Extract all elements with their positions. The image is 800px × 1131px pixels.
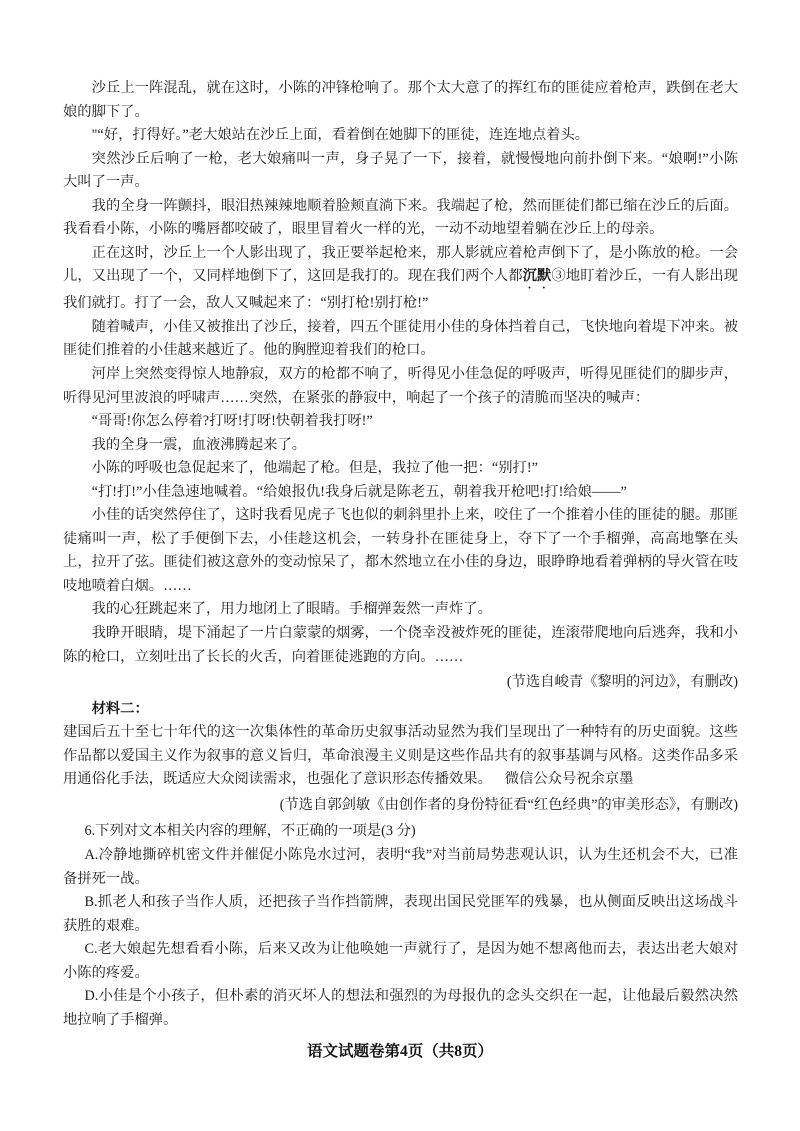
paragraph-segment: 建国后五十至七十年代的这一次集体性的革命历史叙事活动显然为我们呈现出了一种特有的历史面貌。这些作品都以爱国主义作为叙事的意义旨归，革命浪漫主义则是这些作品共有的叙事基调与风格。这类作品多采用通俗化手法，既适应大众阅读需求，也强化了意识形态传播效果。 [63,724,738,788]
passage-paragraph: 小陈的呼吸也急促起来了，他端起了枪。但是，我拉了他一把：“别打!” [91,460,538,477]
passage-paragraph: 我的全身一阵颤抖，眼泪热辣辣地顺着脸颊直淌下来。我端起了枪，然而匪徒们都已缩在沙丘的后面。我看看小陈，小陈的嘴唇都咬破了，眼里冒着火一样的光，一动不动地望着躺在沙丘上的母亲。 [63,197,738,238]
passage-paragraph: 河岸上突然变得惊人地静寂，双方的枪都不响了，听得见小佳急促的呼吸声，听得见匪徒们的脚步声，听得见河里波浪的呼啸声……突然，在紧张的静寂中，响起了一个孩子的清脆而坚决的喊声： [63,366,738,406]
passage-paragraph [63,242,738,316]
watermark-text: 微信公众号祝余京墨 [504,771,634,788]
passage-paragraph: 随着喊声，小佳又被推出了沙丘，接着，四五个匪徒用小佳的身体挡着自己，飞快地向着堤下冲来。被匪徒们推着的小佳越来越近了。他的胸膛迎着我们的枪口。 [63,318,738,359]
source-attribution-material-2: (节选自郭剑敏《由创作者的身份特征看“红色经典”的审美形态》，有删改) [279,796,738,813]
question-6-option-d: D.小佳是个小孩子，但朴素的消灭坏人的想法和强烈的为母报仇的念头交织在一起，让他最后毅然决然地拉响了手榴弹。 [63,988,738,1028]
paragraph-segment: 正在这时，沙丘上一个人影出现了，我正要举起枪来，那人影就应着枪声倒下了，是小陈放的枪。一会儿，又出现了一个，又同样地倒下了，这回是我打的。现在我们两个人都 [63,244,738,285]
material-2-paragraph [63,721,738,792]
emphasized-term: 沉默 [522,268,552,285]
page-footer-label: 语文试题卷第4页（共8页） [306,1043,493,1060]
passage-paragraph: 沙丘上一阵混乱，就在这时，小陈的冲锋枪响了。那个太大意了的挥红布的匪徒应着枪声，跌倒在老大娘的脚下了。 [63,80,738,120]
question-6-block [63,820,738,1032]
reading-passage-material-2 [63,698,738,818]
paragraph-segment: ③地盯着沙丘，一有人影出现我们就打。打了一会，敌人又喊起来了：“别打枪!别打枪!” [63,268,739,312]
question-6-stem: 6.下列对文本相关内容的理解，不正确的一项是(3 分) [84,823,416,840]
passage-paragraph: "“好，打得好。”老大娘站在沙丘上面，看着倒在她脚下的匪徒，连连地点着头。 [91,127,590,144]
passage-paragraph: 我的心狂跳起来了，用力地闭上了眼睛。手榴弹轰然一声炸了。 [91,601,492,618]
passage-paragraph: 我的全身一震，血液沸腾起来了。 [91,436,307,453]
passage-paragraph: 突然沙丘后响了一枪，老大娘痛叫一声，身子晃了一下，接着，就慢慢地向前扑倒下来。“娘啊!”小陈大叫了一声。 [63,150,738,191]
material-2-heading: 材料二： [91,700,149,717]
passage-paragraph: “哥哥!你怎么停着?打呀!打呀!快朝着我打呀!” [91,413,373,430]
passage-paragraph: “打!打!”小佳急速地喊着。“给娘报仇!我身后就是陈老五，朝着我开枪吧!打!给娘——” [91,483,627,500]
passage-paragraph: 小佳的话突然停住了，这时我看见虎子飞也似的刺斜里扑上来，咬住了一个推着小佳的匪徒的腿。那匪徒痛叫一声，松了手便倒下去，小佳趁这机会，一转身扑在匪徒身上，夺下了一个手榴弹，高高地擎在头上，拉开了弦。匪徒们被这意外的变动惊呆了，都木然地立在小佳的身边，眼睁睁地看着弹柄的导火管在吱吱地喷着白烟。…… [63,507,738,594]
source-attribution-material-1: (节选自峻青《黎明的河边》，有删改) [506,674,738,691]
question-6-option-c: C.老大娘起先想看看小陈，后来又改为让他唤她一声就行了，是因为她不想离他而去，表达出老大娘对小陈的疼爱。 [63,941,738,981]
reading-passage-material-1 [63,77,738,695]
question-6-option-a: A.冷静地撕碎机密文件并催促小陈凫水过河，表明“我”对当前局势悲观认识，认为生还机会不大，已准备拼死一战。 [63,846,738,887]
passage-paragraph: 我睁开眼睛，堤下涌起了一片白蒙蒙的烟雾，一个侥幸没被炸死的匪徒，连滚带爬地向后逃奔，我和小陈的枪口，立刻吐出了长长的火舌，向着匪徒逃跑的方向。…… [63,625,738,665]
question-6-option-b: B.抓老人和孩子当作人质，还把孩子当作挡箭牌，表现出国民党匪军的残暴，也从侧面反映出这场战斗获胜的艰难。 [63,894,738,934]
